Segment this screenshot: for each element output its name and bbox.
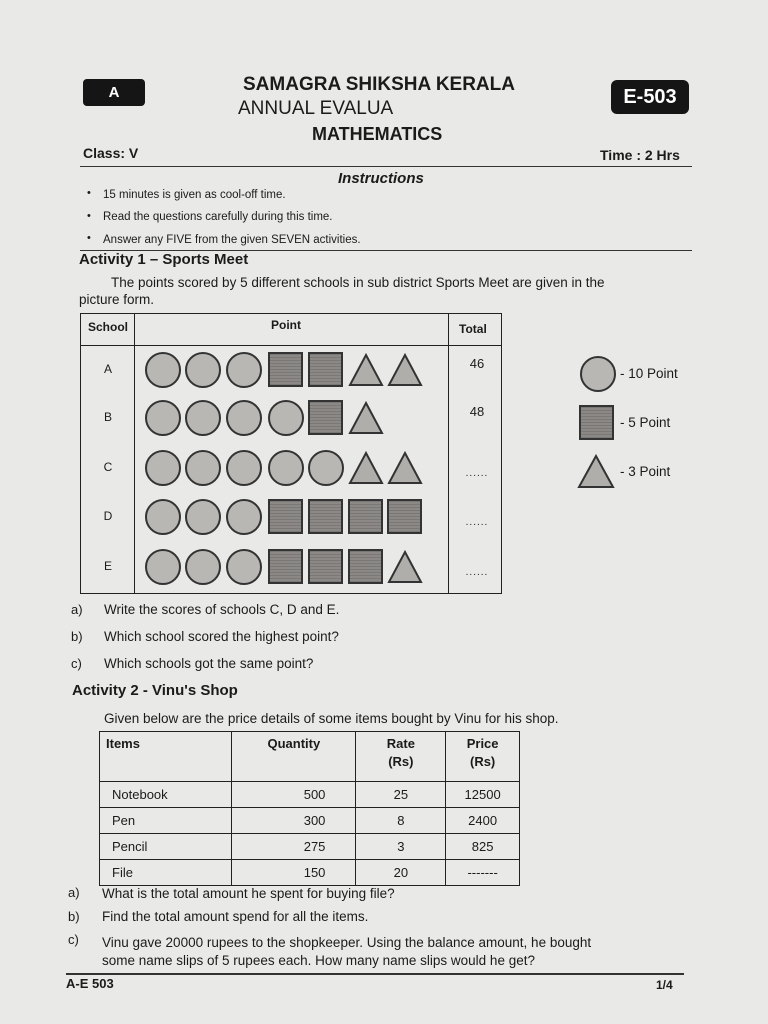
- page-number: 1/4: [656, 978, 673, 992]
- school-label: B: [103, 409, 112, 424]
- quantity-cell: 275: [232, 834, 356, 860]
- time-label: Time : 2 Hrs: [600, 147, 680, 163]
- rate-cell: 8: [356, 808, 446, 834]
- column-header-quantity: Quantity: [232, 732, 356, 782]
- instruction-item: Read the questions carefully during this time.: [103, 211, 333, 223]
- bullet-icon: •: [87, 187, 91, 199]
- table-row: [100, 860, 520, 886]
- square-icon: [268, 549, 303, 584]
- exam-title: ANNUAL EVALUA: [238, 98, 394, 119]
- question-letter: c): [71, 656, 82, 671]
- total-cell: 48: [469, 403, 485, 419]
- triangle-icon: [387, 451, 423, 485]
- instructions-title: Instructions: [338, 170, 424, 187]
- circle-icon: [185, 549, 221, 585]
- column-header-items: Items: [100, 732, 232, 782]
- circle-icon: [145, 400, 181, 436]
- circle-icon: [226, 450, 262, 486]
- school-label: D: [103, 508, 113, 523]
- circle-icon: [226, 352, 262, 388]
- square-icon: [268, 499, 303, 534]
- activity1-intro: The points scored by 5 different schools in sub district Sports Meet are given in the: [111, 275, 605, 290]
- question-letter: c): [68, 932, 79, 947]
- class-label: Class: V: [83, 145, 139, 161]
- bullet-icon: •: [87, 210, 91, 222]
- price-header-unit: (Rs): [469, 754, 496, 769]
- question-text-cont: some name slips of 5 rupees each. How many name slips would he get?: [102, 953, 535, 968]
- header-divider: [80, 166, 692, 167]
- item-cell: Pencil: [100, 834, 232, 860]
- question-text: Find the total amount spend for all the items.: [102, 909, 369, 924]
- school-label: E: [103, 558, 112, 573]
- activity2-intro: Given below are the price details of some items bought by Vinu for his shop.: [104, 711, 559, 726]
- sports-points-table: [80, 313, 502, 594]
- paper-code-badge: E-503: [611, 80, 689, 114]
- question-letter: b): [71, 629, 83, 644]
- question-text: Write the scores of schools C, D and E.: [104, 602, 340, 617]
- footer-divider: [66, 973, 684, 975]
- total-cell: ......: [465, 516, 489, 528]
- price-cell: 2400: [446, 808, 520, 834]
- section-badge: A: [83, 79, 145, 106]
- square-icon: [268, 352, 303, 387]
- circle-icon: [145, 450, 181, 486]
- question-text: What is the total amount he spent for buying file?: [102, 886, 395, 901]
- column-header-total: Total: [459, 322, 487, 336]
- square-icon: [308, 549, 343, 584]
- activity1-title: Activity 1 – Sports Meet: [79, 251, 249, 268]
- total-cell: ......: [465, 467, 489, 479]
- circle-icon: [226, 400, 262, 436]
- circle-icon: [185, 450, 221, 486]
- question-letter: b): [68, 909, 80, 924]
- circle-icon: [145, 352, 181, 388]
- price-cell: -------: [446, 860, 520, 886]
- subject-title: MATHEMATICS: [312, 124, 443, 144]
- question-text: Which schools got the same point?: [104, 656, 314, 671]
- circle-icon: [308, 450, 344, 486]
- circle-icon: [185, 499, 221, 535]
- quantity-cell: 300: [232, 808, 356, 834]
- price-cell: 825: [446, 834, 520, 860]
- triangle-legend-icon: [577, 454, 615, 489]
- total-cell: ......: [465, 566, 489, 578]
- question-text: Which school scored the highest point?: [104, 629, 339, 644]
- activity1-intro-cont: picture form.: [79, 292, 155, 307]
- square-icon: [308, 400, 343, 435]
- square-icon: [348, 499, 383, 534]
- item-cell: Pen: [100, 808, 232, 834]
- footer-code: A-E 503: [66, 976, 114, 991]
- circle-icon: [268, 400, 304, 436]
- circle-icon: [145, 549, 181, 585]
- column-header-school: School: [88, 320, 129, 334]
- rate-cell: 3: [356, 834, 446, 860]
- question-letter: a): [71, 602, 83, 617]
- square-icon: [308, 352, 343, 387]
- circle-icon: [226, 549, 262, 585]
- quantity-cell: 500: [232, 782, 356, 808]
- triangle-icon: [387, 550, 423, 584]
- circle-icon: [268, 450, 304, 486]
- square-icon: [308, 499, 343, 534]
- shop-price-table: [99, 731, 520, 886]
- instruction-item: 15 minutes is given as cool-off time.: [103, 189, 286, 201]
- school-label: C: [103, 459, 113, 474]
- triangle-icon: [387, 353, 423, 387]
- triangle-icon: [348, 401, 384, 435]
- column-header-point: Point: [271, 318, 301, 332]
- triangle-icon: [348, 451, 384, 485]
- legend-circle-label: - 10 Point: [620, 366, 678, 381]
- legend-triangle-label: - 3 Point: [620, 464, 671, 479]
- table-row: [100, 782, 520, 808]
- column-header-rate: [356, 732, 446, 782]
- item-cell: File: [100, 860, 232, 886]
- table-row: [100, 834, 520, 860]
- total-cell: 46: [469, 355, 485, 371]
- rate-header-label: Rate: [386, 736, 415, 751]
- circle-icon: [226, 499, 262, 535]
- rate-header-unit: (Rs): [388, 754, 414, 769]
- legend-square-label: - 5 Point: [620, 415, 671, 430]
- item-cell: Notebook: [100, 782, 232, 808]
- price-cell: 12500: [446, 782, 520, 808]
- school-label: A: [103, 361, 112, 376]
- bullet-icon: •: [87, 232, 91, 244]
- instruction-item: Answer any FIVE from the given SEVEN activities.: [103, 234, 361, 246]
- circle-icon: [185, 352, 221, 388]
- question-text: Vinu gave 20000 rupees to the shopkeeper. Using the balance amount, he bought: [102, 935, 592, 950]
- circle-icon: [145, 499, 181, 535]
- triangle-icon: [348, 353, 384, 387]
- price-header-label: Price: [466, 736, 499, 751]
- square-legend-icon: [579, 405, 614, 440]
- rate-cell: 25: [356, 782, 446, 808]
- circle-icon: [185, 400, 221, 436]
- activity2-title: Activity 2 - Vinu's Shop: [72, 682, 238, 699]
- column-header-price: [446, 732, 520, 782]
- table-row: [100, 808, 520, 834]
- question-letter: a): [68, 885, 80, 900]
- rate-cell: 20: [356, 860, 446, 886]
- circle-legend-icon: [580, 356, 616, 392]
- square-icon: [387, 499, 422, 534]
- quantity-cell: 150: [232, 860, 356, 886]
- org-title: SAMAGRA SHIKSHA KERALA: [243, 74, 515, 95]
- square-icon: [348, 549, 383, 584]
